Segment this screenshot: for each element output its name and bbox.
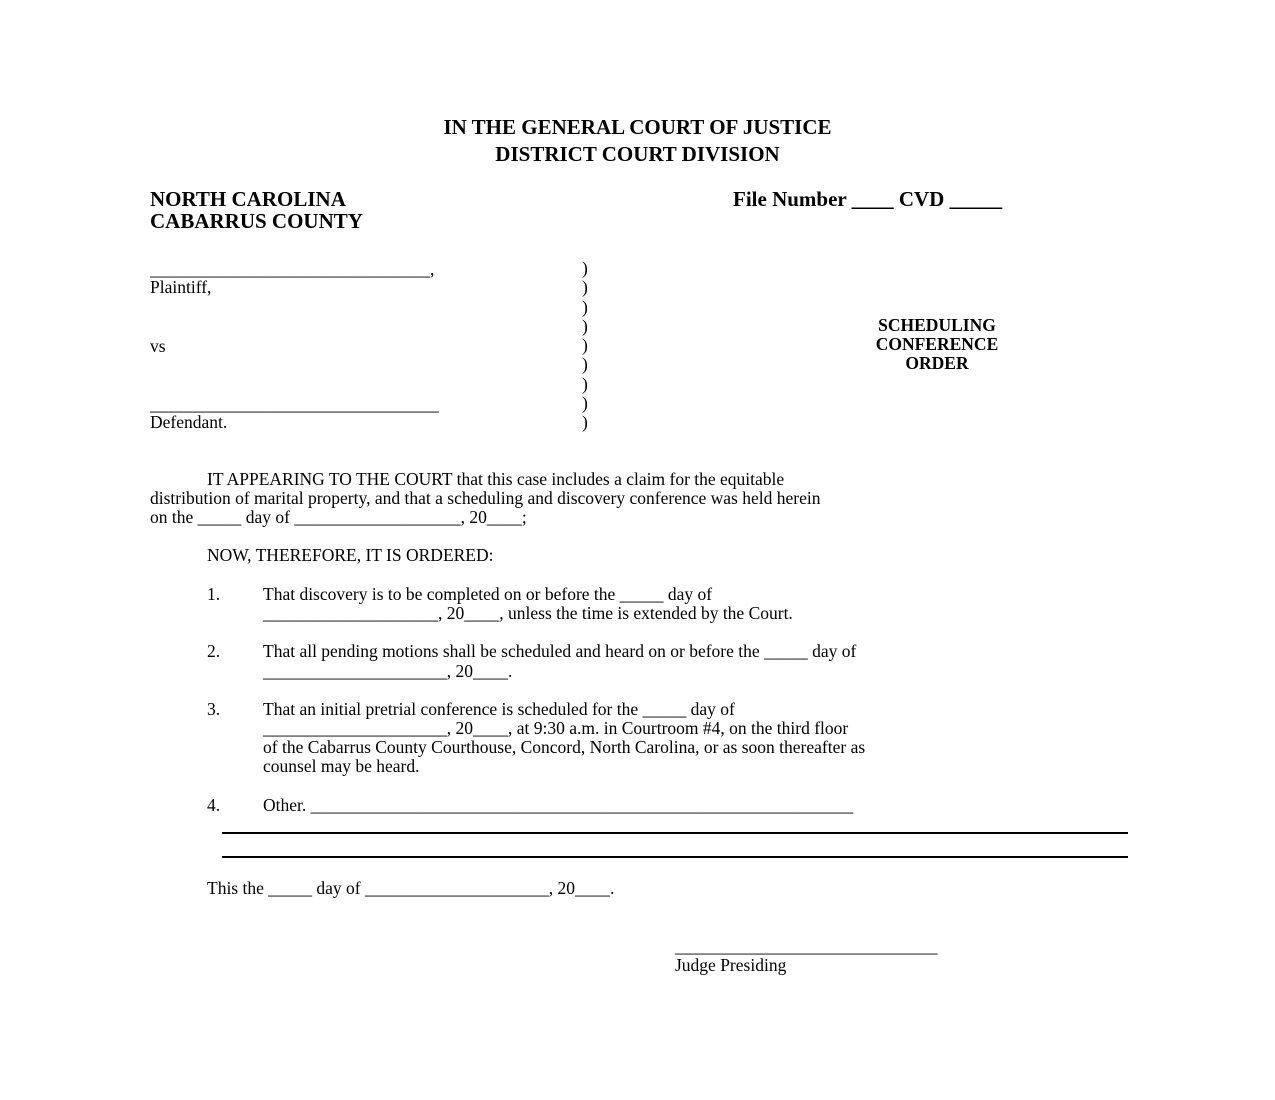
item-2-line2[interactable]: _____________________, 20____. (263, 661, 513, 681)
item-1-line1[interactable]: That discovery is to be completed on or before the _____ day of (263, 584, 713, 604)
caption-paren: ) (582, 258, 588, 278)
caption-paren: ) (582, 277, 588, 297)
order-title-line3: ORDER (905, 353, 969, 373)
caption-paren: ) (582, 354, 588, 374)
defendant-blank[interactable]: _________________________________ (150, 394, 439, 414)
item-number: 2. (207, 641, 221, 661)
recital-line3[interactable]: on the _____ day of ___________________, 20____; (150, 507, 527, 527)
item-3-line1[interactable]: That an initial pretrial conference is scheduled for the _____ day of (263, 699, 735, 719)
item-number: 3. (207, 699, 221, 719)
recital-line1: IT APPEARING TO THE COURT that this case includes a claim for the equitable (207, 469, 785, 489)
item-3-line2[interactable]: _____________________, 20____, at 9:30 a.m. in Courtroom #4, on the third floor (263, 718, 849, 738)
venue-county: CABARRUS COUNTY (150, 209, 363, 233)
vs-label: vs (150, 336, 166, 356)
item-3-line3: of the Cabarrus County Courthouse, Concord, North Carolina, or as soon thereafter as (263, 737, 866, 757)
dated-line[interactable]: This the _____ day of _____________________, 20____. (207, 878, 615, 898)
item-number: 4. (207, 795, 221, 815)
caption-paren: ) (582, 374, 588, 394)
caption-paren: ) (582, 316, 588, 336)
caption-paren: ) (582, 335, 588, 355)
other-rule-line[interactable] (222, 832, 1128, 834)
item-1-line2[interactable]: ____________________, 20____, unless the time is extended by the Court. (263, 603, 793, 623)
ordered-heading: NOW, THEREFORE, IT IS ORDERED: (207, 545, 494, 565)
order-title-line1: SCHEDULING (878, 315, 996, 335)
signature-blank[interactable]: ______________________________ (675, 936, 938, 956)
venue-state: NORTH CAROLINA (150, 187, 346, 211)
plaintiff-label: Plaintiff, (150, 277, 212, 297)
item-3-line4: counsel may be heard. (263, 756, 420, 776)
court-header-line2: DISTRICT COURT DIVISION (495, 142, 780, 166)
caption-paren: ) (582, 297, 588, 317)
order-title-line2: CONFERENCE (875, 334, 999, 354)
caption-paren: ) (582, 393, 588, 413)
defendant-label: Defendant. (150, 412, 228, 432)
other-rule-line[interactable] (222, 856, 1128, 858)
court-header-line1: IN THE GENERAL COURT OF JUSTICE (443, 115, 832, 139)
recital-line2: distribution of marital property, and that a scheduling and discovery conference was held herein (150, 488, 821, 508)
plaintiff-blank[interactable]: ________________________________, (150, 259, 435, 279)
file-number: File Number ____ CVD _____ (733, 187, 1003, 211)
item-4-line1[interactable]: Other. ______________________________________________________________ (263, 795, 854, 815)
signature-label: Judge Presiding (675, 955, 787, 975)
item-2-line1[interactable]: That all pending motions shall be scheduled and heard on or before the _____ day of (263, 641, 857, 661)
caption-paren: ) (582, 412, 588, 432)
item-number: 1. (207, 584, 221, 604)
